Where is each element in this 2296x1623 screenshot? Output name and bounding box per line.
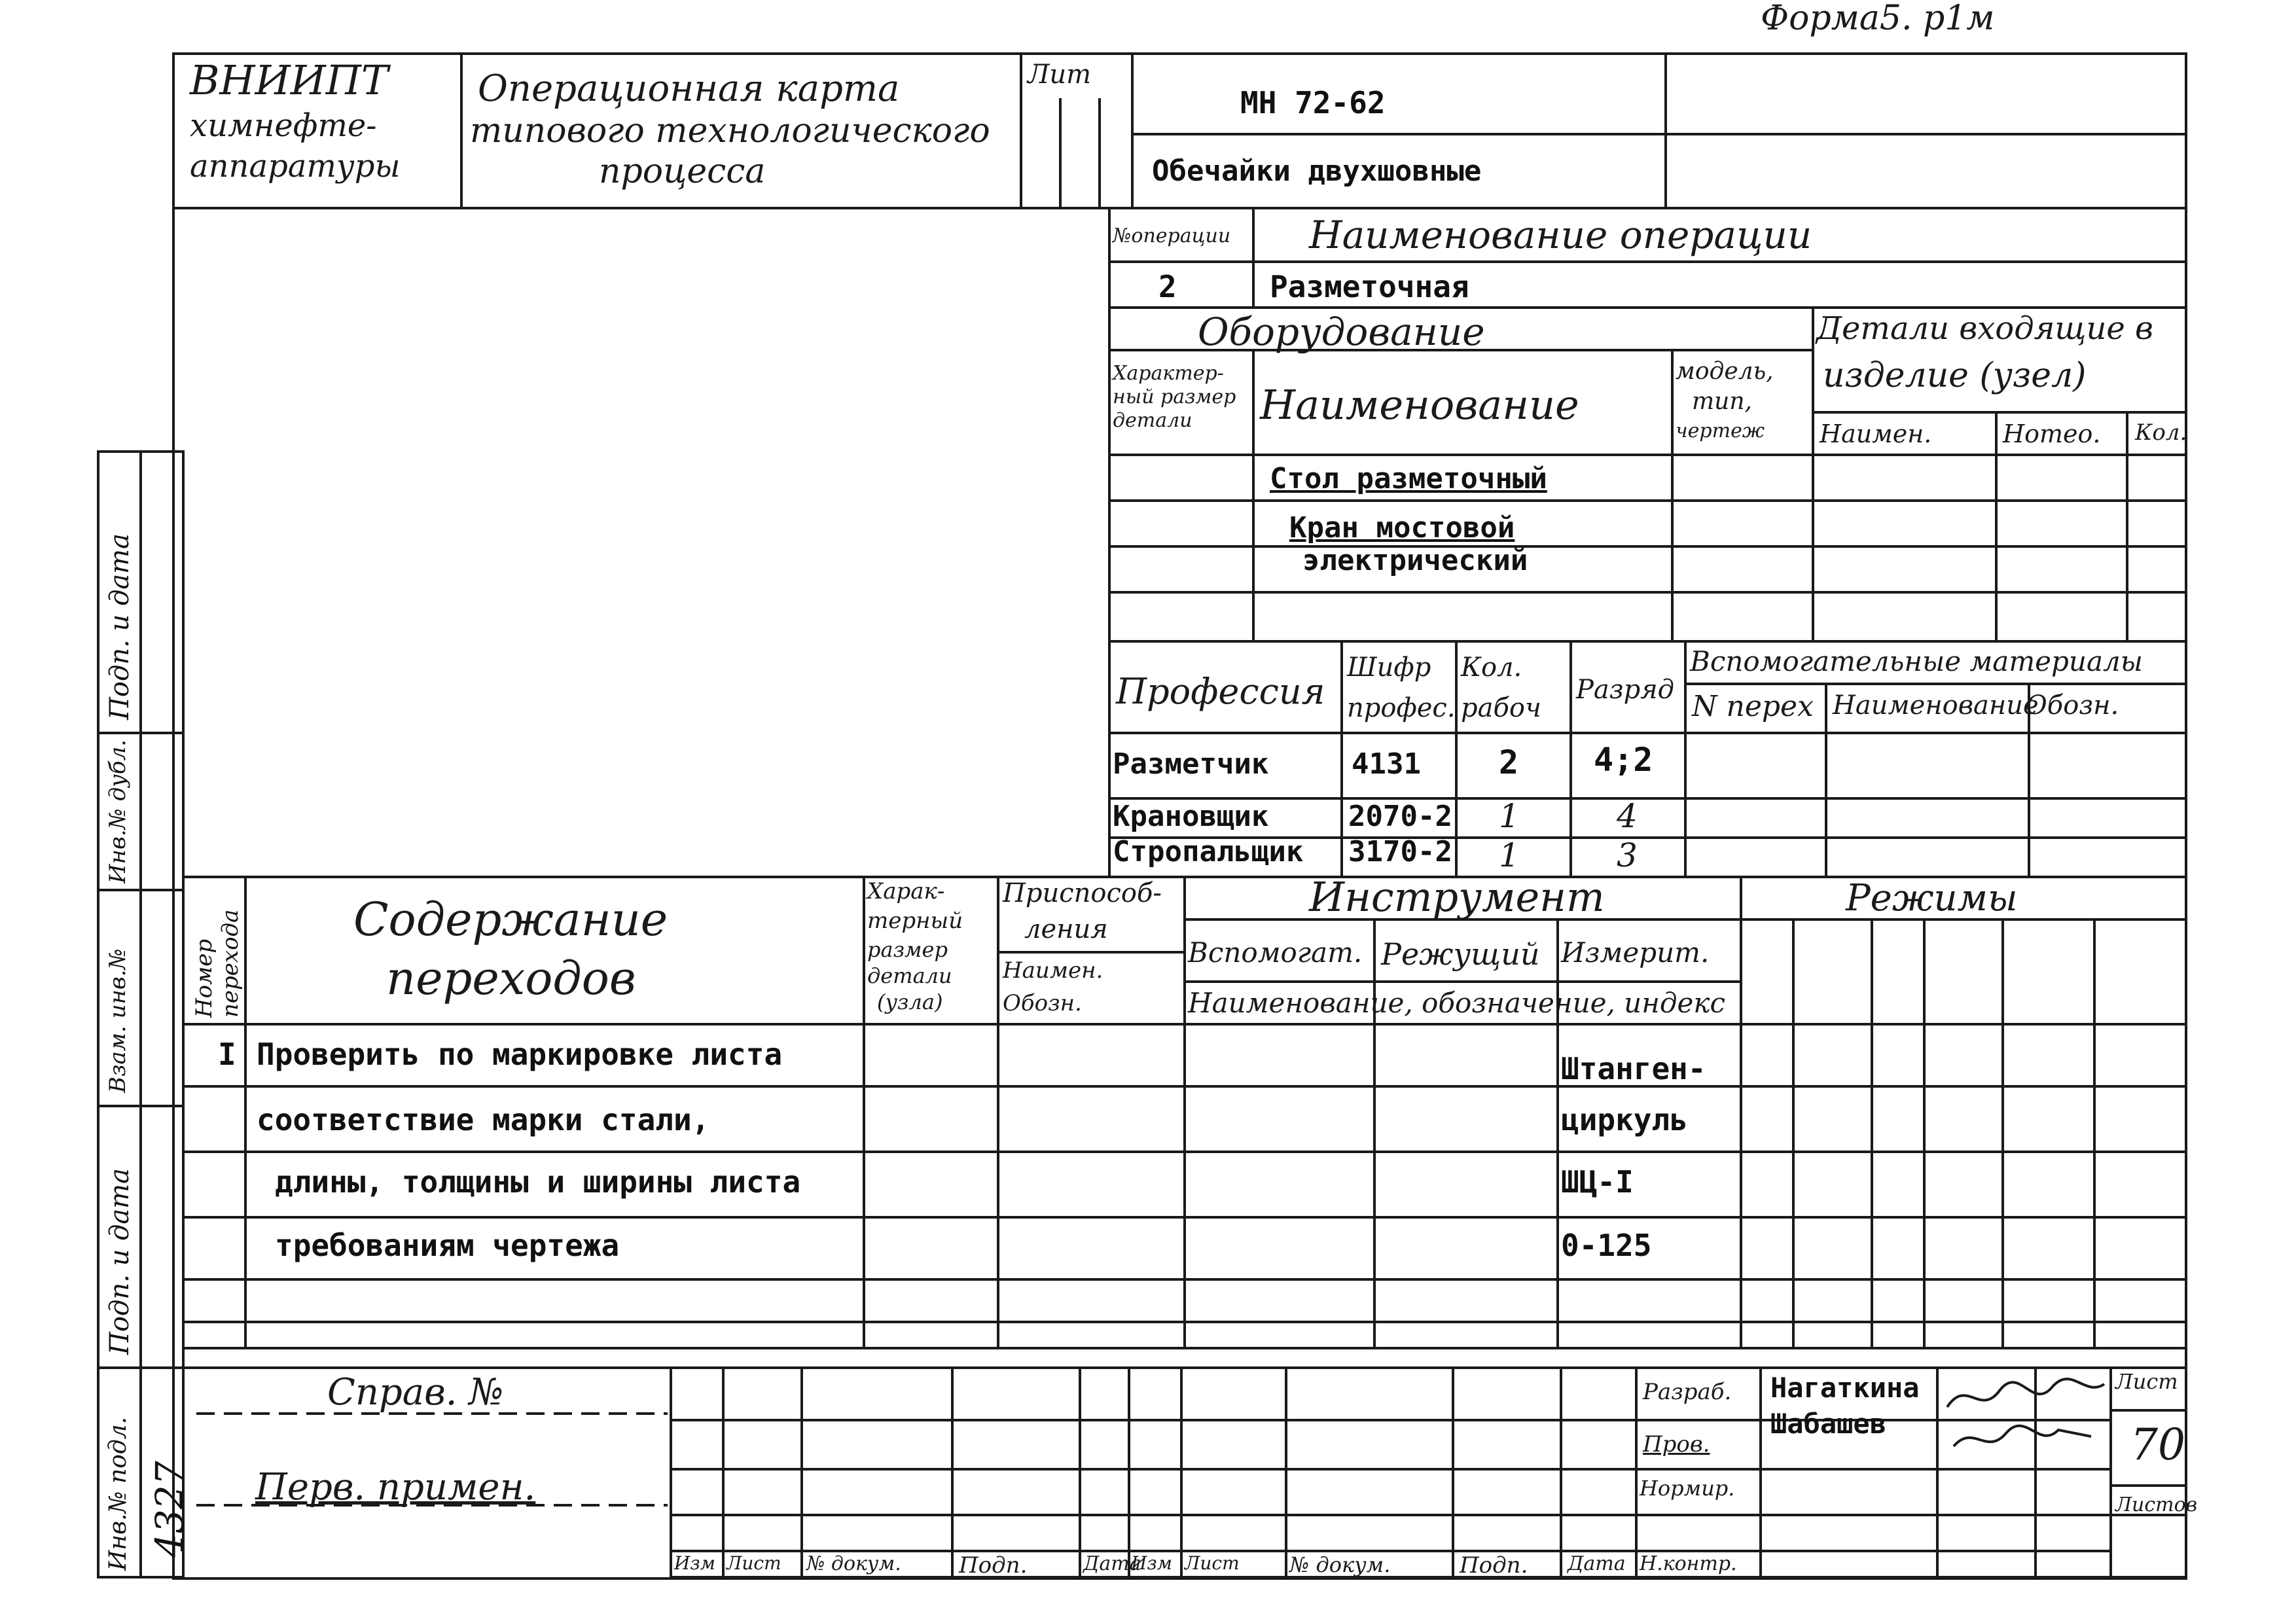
tool-sub-label: Наименование, обозначение, индекс [1188, 987, 1725, 1019]
aux-materials-title: Вспомогательные материалы [1690, 645, 2143, 677]
footer-col-sign: Подп. [959, 1552, 1028, 1578]
margin-sign-date-2: Подп. и дата [105, 1168, 135, 1355]
footer-col-izm-2: Изм [1131, 1552, 1172, 1574]
role-checker: Пров. [1643, 1431, 1710, 1457]
fixture-label-1: Приспособ- [1003, 878, 1162, 908]
operation-number: 2 [1158, 269, 1177, 304]
worker-code: 3170-2 [1348, 835, 1452, 868]
sheet-label: Лист [2115, 1369, 2178, 1394]
margin-dup-inv: Инв.№ дубл. [105, 739, 131, 883]
fixture-sub-designation: Обозн. [1003, 990, 1082, 1016]
operation-name-label: Наименование операции [1309, 213, 1812, 257]
tool-col-cutting: Режущий [1381, 936, 1540, 972]
transition-row-text: соответствие марки стали, [257, 1102, 710, 1137]
fixture-label-2: ления [1024, 914, 1108, 944]
equipment-item-1: Стол разметочный [1270, 462, 1547, 495]
parts-title-line-1: Детали входящие в [1816, 310, 2153, 347]
footer-col-date-2: Дата [1568, 1552, 1626, 1575]
transition-num-label-2: перехода [217, 909, 243, 1018]
profession-code-line-2: профес. [1347, 693, 1456, 723]
worker-profession: Крановщик [1113, 800, 1269, 833]
tool-col-measuring: Измерит. [1561, 936, 1710, 969]
signature-marks [1941, 1371, 2111, 1463]
transition-row-text: требованиям чертежа [275, 1228, 620, 1263]
aux-materials-col-transition: N перех [1692, 690, 1814, 723]
equipment-item-2: Кран мостовой [1289, 511, 1515, 544]
footer-col-sign-2: Подп. [1460, 1552, 1528, 1578]
perv-primen-label: Перв. примен. [255, 1466, 536, 1508]
document-code: МН 72-62 [1240, 85, 1386, 120]
worker-grade: 4 [1617, 797, 1638, 835]
org-line-1: ВНИИПТ [190, 56, 389, 104]
worker-grade: 4;2 [1594, 741, 1653, 779]
transition-row-text: Проверить по маркировке листа [257, 1037, 783, 1072]
worker-profession: Разметчик [1113, 747, 1269, 781]
modes-label: Режимы [1846, 877, 2018, 919]
form-label: Форма5. р1м [1761, 0, 1995, 38]
tool-col-auxiliary: Вспомогат. [1188, 936, 1363, 969]
operation-name: Разметочная [1270, 269, 1469, 304]
doc-title-line-1: Операционная карта [478, 67, 900, 110]
role-control: Н.контр. [1640, 1552, 1737, 1575]
operation-number-label: №операции [1113, 224, 1231, 247]
margin-replace-inv: Взам. инв.№ [105, 948, 131, 1093]
margin-inventory-number: 4327 [147, 1461, 192, 1558]
tool-label: Инструмент [1309, 873, 1605, 921]
transition-row-text: длины, толщины и ширины листа [275, 1164, 801, 1200]
parts-col-name: Наимен. [1820, 419, 1932, 448]
equipment-model-line-1: модель, [1676, 358, 1774, 385]
transition-char-label-2: терный [867, 908, 963, 934]
worker-grade: 3 [1617, 836, 1638, 874]
doc-title-line-3: процесса [599, 152, 766, 191]
transition-row-measure: 0-125 [1561, 1228, 1652, 1263]
transition-row-measure: Штанген- [1561, 1051, 1706, 1086]
role-norm: Нормир. [1640, 1476, 1735, 1501]
transition-char-label-1: Харак- [867, 878, 945, 904]
margin-orig-inv: Инв.№ подл. [105, 1416, 132, 1571]
fixture-sub-name: Наимен. [1003, 957, 1103, 984]
transition-num-label-1: Номер [191, 938, 217, 1018]
profession-label: Профессия [1116, 671, 1325, 712]
worker-count-line-2: рабоч [1461, 693, 1541, 723]
lit-label: Лит [1028, 60, 1092, 90]
grade-label: Разряд [1576, 675, 1675, 705]
org-line-3: аппаратуры [190, 148, 401, 185]
worker-count: 1 [1499, 797, 1520, 835]
profession-code-line-1: Шифр [1347, 652, 1431, 683]
footer-col-doc: № докум. [806, 1552, 901, 1575]
worker-count-line-1: Кол. [1461, 652, 1522, 683]
parts-col-count: Кол. [2135, 419, 2187, 446]
footer-col-list: Лист [726, 1552, 781, 1574]
footer-col-izm: Изм [674, 1552, 715, 1574]
transition-char-label-5: (узла) [877, 990, 943, 1014]
transition-content-label-2: переходов [386, 952, 636, 1005]
equipment-char-line-1: Характер- [1113, 362, 1224, 385]
aux-materials-col-name: Наименование [1833, 690, 2039, 721]
transition-row-measure: ШЦ-I [1561, 1164, 1634, 1200]
footer-col-list-2: Лист [1185, 1552, 1240, 1574]
parts-col-notes: Нотео. [2003, 419, 2101, 448]
footer-col-doc-2: № докум. [1289, 1552, 1391, 1577]
sheets-label: Листов [2115, 1493, 2198, 1516]
product-name: Обечайки двухшовные [1152, 154, 1482, 188]
worker-profession: Стропальщик [1113, 835, 1304, 868]
equipment-char-line-3: детали [1113, 409, 1193, 432]
role-developer: Разраб. [1643, 1379, 1732, 1405]
doc-title-line-2: типового технологического [470, 111, 990, 151]
equipment-item-3: электрический [1302, 544, 1528, 577]
equipment-title: Оборудование [1198, 310, 1485, 354]
transition-content-label-1: Содержание [353, 893, 668, 946]
footer-col-date: Дата [1083, 1552, 1141, 1575]
org-line-2: химнефте- [190, 107, 377, 144]
spr-label: Справ. № [327, 1371, 504, 1414]
worker-count: 2 [1499, 743, 1519, 781]
developer-name: Нагаткина [1770, 1372, 1920, 1404]
margin-sign-date-1: Подп. и дата [105, 533, 135, 720]
worker-count: 1 [1499, 836, 1520, 874]
equipment-model-line-2: тип, [1692, 388, 1752, 415]
equipment-name-label: Наименование [1260, 381, 1579, 429]
equipment-model-line-3: чертеж [1676, 419, 1765, 442]
transition-row-number: I [218, 1037, 236, 1072]
transition-row-measure: циркуль [1561, 1102, 1688, 1137]
aux-materials-col-designation: Обозн. [2026, 690, 2119, 721]
parts-title-line-2: изделие (узел) [1823, 356, 2087, 395]
equipment-char-line-2: ный размер [1113, 385, 1236, 408]
sheet-number: 70 [2130, 1419, 2185, 1470]
transition-char-label-3: размер [867, 937, 948, 962]
worker-code: 2070-2 [1348, 800, 1452, 833]
transition-char-label-4: детали [867, 963, 952, 988]
worker-code: 4131 [1352, 747, 1421, 781]
checker-name: Шабашев [1770, 1408, 1887, 1440]
